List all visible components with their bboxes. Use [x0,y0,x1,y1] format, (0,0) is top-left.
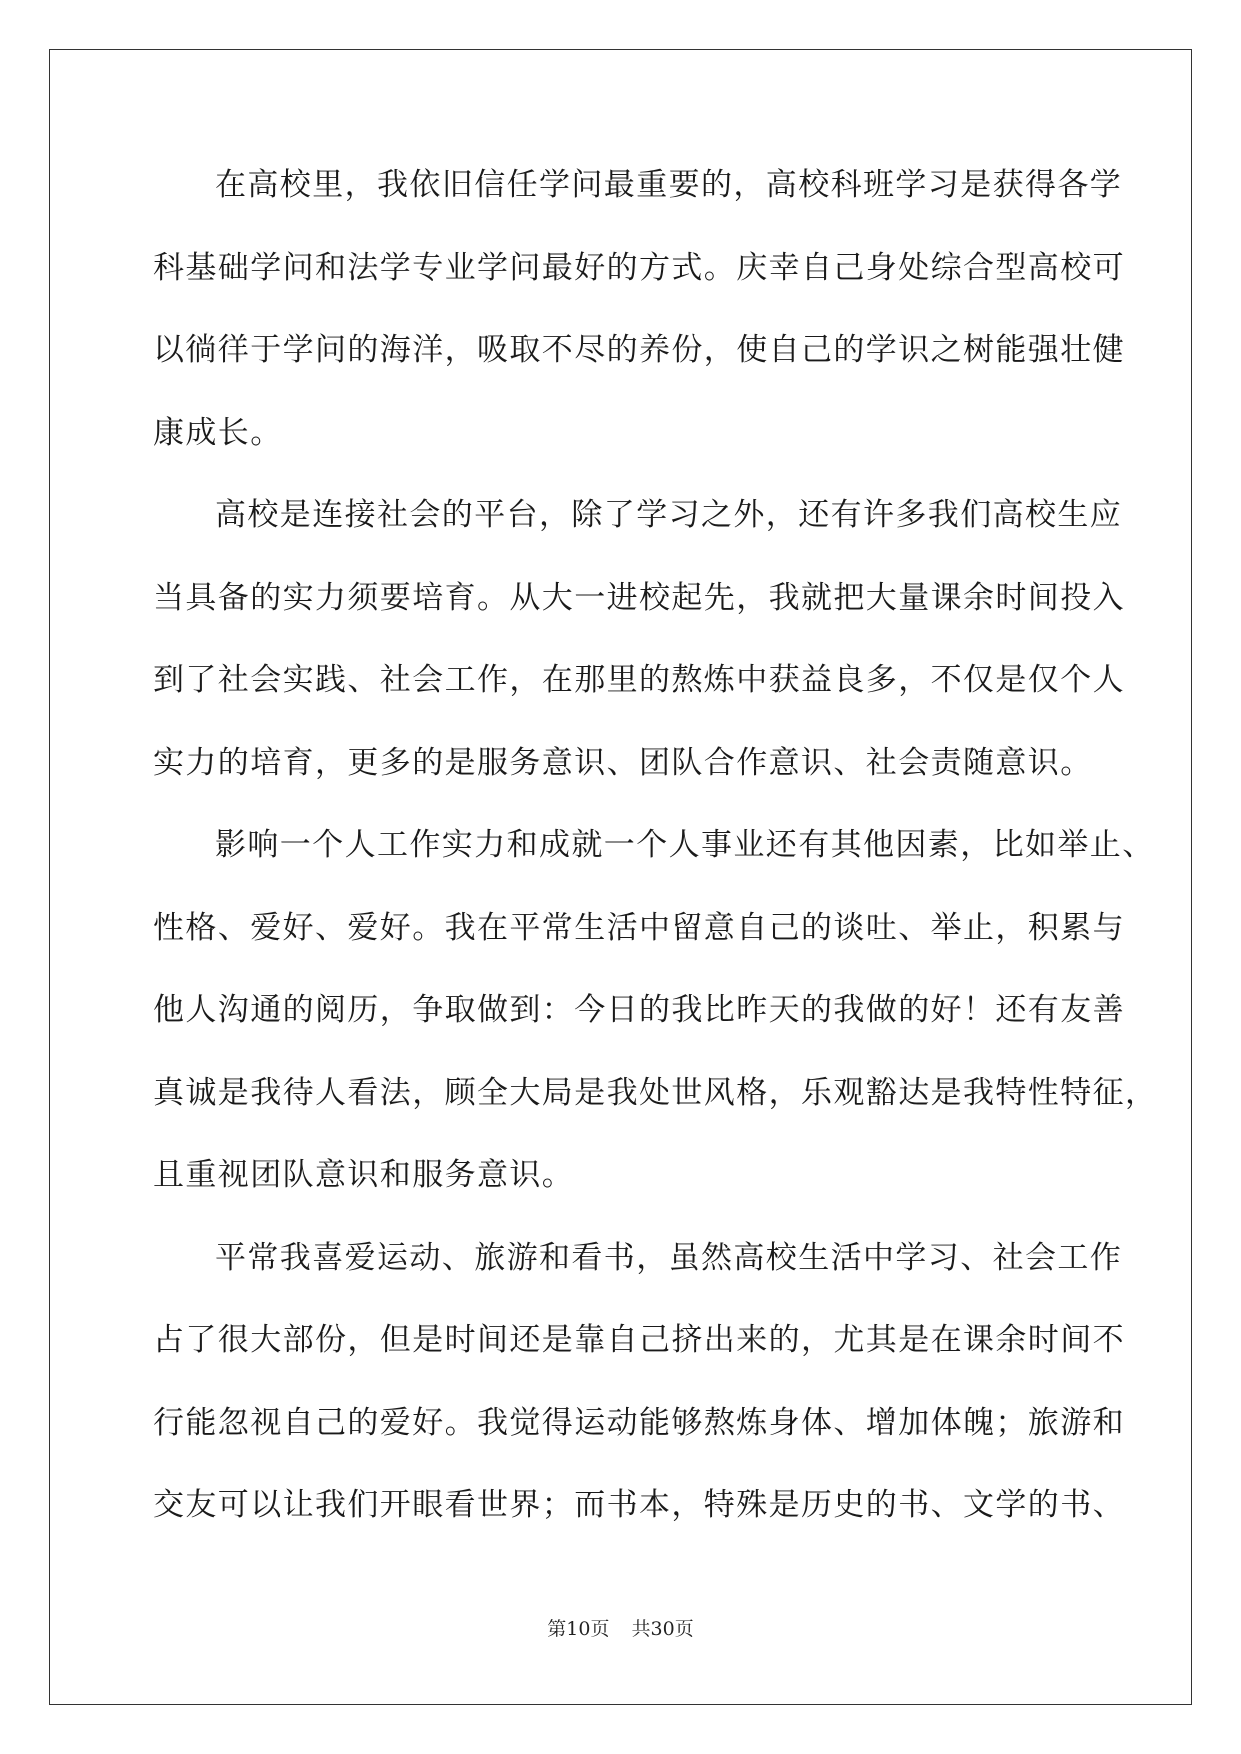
text-line: 真诚是我待人看法，顾全大局是我处世风格，乐观豁达是我特性特征， [153,1074,1158,1111]
page-total: 共30页 [631,1618,694,1640]
document-body [153,160,1158,1563]
page-footer [0,1614,1241,1641]
text-line: 康成长。 [153,414,283,451]
text-line: 到了社会实践、社会工作，在那里的熬炼中获益良多，不仅是仅个人 [153,662,1125,698]
text-line: 平常我喜爱运动、旅游和看书，虽然高校生活中学习、社会工作 [215,1239,1123,1276]
text-line: 性格、爱好、爱好。我在平常生活中留意自己的谈吐、举止，积累与 [153,909,1125,946]
text-line: 当具备的实力须要培育。从大一进校起先，我就把大量课余时间投入 [153,579,1125,616]
text-line: 行能忽视自己的爱好。我觉得运动能够熬炼身体、增加体魄；旅游和 [153,1404,1125,1441]
text-line: 占了很大部份，但是时间还是靠自己挤出来的，尤其是在课余时间不 [153,1322,1125,1358]
text-line: 他人沟通的阅历，争取做到：今日的我比昨天的我做的好！还有友善 [153,992,1125,1028]
text-line: 且重视团队意识和服务意识。 [153,1157,575,1193]
text-line: 影响一个人工作实力和成就一个人事业还有其他因素，比如举止、 [215,827,1155,863]
text-line: 高校是连接社会的平台，除了学习之外，还有许多我们高校生应 [215,497,1123,533]
paragraph-3 [153,820,1158,1233]
text-line: 以徜徉于学问的海洋，吸取不尽的养份，使自己的学识之树能强壮健 [153,332,1125,368]
paragraph-2 [153,490,1125,820]
text-line: 科基础学问和法学专业学问最好的方式。庆幸自己身处综合型高校可 [153,249,1125,286]
page-number: 第10页 [547,1618,610,1640]
paragraph-1 [153,160,1125,490]
text-line: 在高校里，我依旧信任学问最重要的，高校科班学习是获得各学 [215,167,1123,203]
paragraph-4 [153,1233,1125,1563]
text-line: 实力的培育，更多的是服务意识、团队合作意识、社会责随意识。 [153,744,1093,781]
text-line: 交友可以让我们开眼看世界；而书本，特殊是历史的书、文学的书、 [153,1487,1125,1523]
